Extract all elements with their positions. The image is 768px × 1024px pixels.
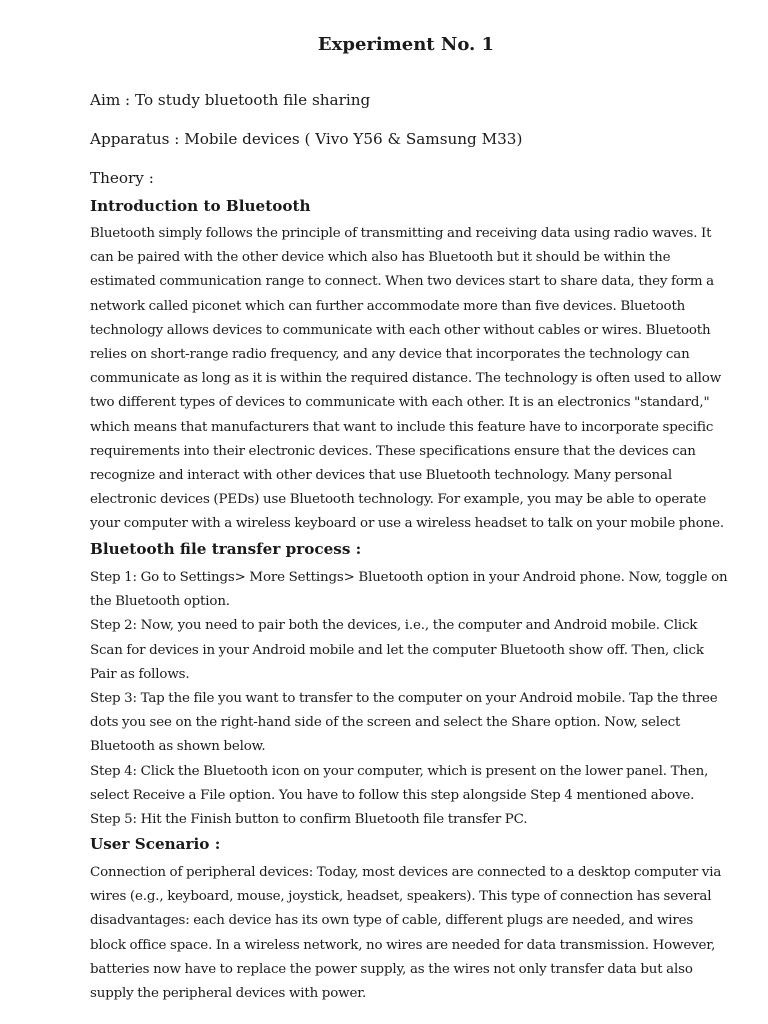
step-item: Step 5: Hit the Finish button to confirm Bluetooth file transfer PC. (90, 812, 528, 828)
document-title: Experiment No. 1 (317, 34, 495, 55)
apparatus-line: Apparatus : Mobile devices ( Vivo Y56 & Samsung M33) (90, 130, 523, 148)
step-item: Step 1: Go to Settings> More Settings> Bluetooth option in your Android phone. Now, toggle on the Bluetooth option. (90, 570, 728, 610)
step-item: Step 2: Now, you need to pair both the devices, i.e., the computer and Android mobile. Click Scan for devices in your Android mobile and let the computer Bluetooth show off. Then, click Pair as follows. (90, 618, 704, 682)
step-item: Step 3: Tap the file you want to transfer to the computer on your Android mobile. Tap the three dots you see on the right-hand side of the screen and select the Share option. Now, select Bluetooth as shown below. (90, 691, 718, 755)
process-steps (90, 566, 730, 832)
process-heading: Bluetooth file transfer process : (90, 540, 362, 558)
aim-line: Aim : To study bluetooth file sharing (90, 91, 371, 109)
step-item: Step 4: Click the Bluetooth icon on your computer, which is present on the lower panel. Then, select Receive a File option. You have to follow this step alongside Step 4 mentioned above. (90, 763, 709, 803)
intro-paragraph: Bluetooth simply follows the principle of transmitting and receiving data using radio waves. It can be paired with the other device which also has Bluetooth but it should be within the estimated communication range to connect. When two devices start to share data, they form a network called piconet which can further accommodate more than five devices. Bluetooth technology allows devices to communicate with each other without cables or wires. Bluetooth relies on short-range radio frequency, and any device that incorporates the technology can communicate as long as it is within the required distance. The technology is often used to allow two different types of devices to communicate with each other. It is an electronics "standard," which means that manufacturers that want to include this feature have to incorporate specific requirements into their electronic devices. These specifications ensure that the devices can recognize and interact with other devices that use Bluetooth technology. Many personal electronic devices (PEDs) use Bluetooth technology. For example, you may be able to operate your computer with a wireless keyboard or use a wireless headset to talk on your mobile phone. (90, 226, 724, 532)
scenario-paragraph: Connection of peripheral devices: Today, most devices are connected to a desktop computer via wires (e.g., keyboard, mouse, joystick, headset, speakers). This type of connection has several disadvantages: each device has its own type of cable, different plugs are needed, and wires block office space. In a wireless network, no wires are needed for data transmission. However, batteries now have to replace the power supply, as the wires not only transfer data but also supply the peripheral devices with power. (90, 865, 722, 1002)
intro-heading: Introduction to Bluetooth (90, 197, 311, 215)
theory-label: Theory : (90, 169, 154, 187)
scenario-heading: User Scenario : (90, 835, 221, 853)
